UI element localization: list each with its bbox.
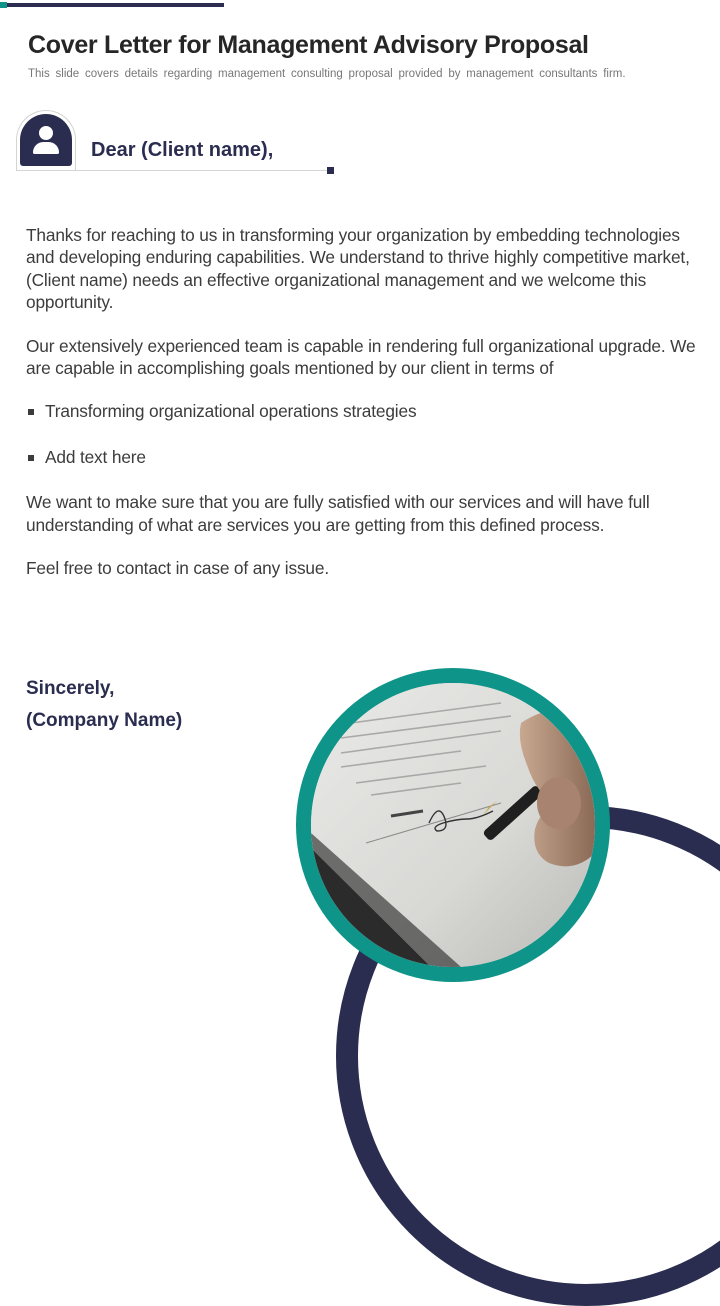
closing-salutation: Sincerely,	[26, 678, 115, 699]
closing-block	[26, 673, 182, 737]
list-item-text: Add text here	[45, 446, 146, 467]
user-icon-body	[33, 142, 59, 154]
greeting: Dear (Client name),	[91, 139, 274, 161]
letter-paragraph: We want to make sure that you are fully satisfied with our services and will have full understanding of what are services you are getting from this defined process.	[26, 492, 650, 535]
letter-paragraph: Our extensively experienced team is capable in rendering full organizational upgrade. We are capable in accomplishing goals mentioned by our client in terms of	[26, 335, 696, 379]
signing-document-image	[311, 683, 595, 967]
page-subtitle: This slide covers details regarding management consulting proposal provided by management consultants firm.	[28, 68, 626, 80]
user-icon	[20, 114, 72, 166]
square-bullet-icon	[28, 409, 34, 415]
square-bullet-icon	[28, 455, 34, 461]
letter-body	[26, 224, 706, 600]
top-accent-mark	[0, 2, 7, 8]
top-accent-bar	[0, 3, 224, 7]
letter-paragraph: Thanks for reaching to us in transforming your organization by embedding technologies and developing enduring capabilities. We understand to thrive highly competitive market, (Client name) needs an effective organizational management and we welcome this opportunity.	[26, 225, 690, 313]
letter-paragraph: Feel free to contact in case of any issue.	[26, 558, 330, 579]
user-icon-head	[39, 126, 53, 140]
greeting-underline-dot	[327, 167, 334, 174]
greeting-underline	[16, 170, 328, 171]
bullet-list	[26, 400, 706, 468]
list-item	[26, 400, 706, 422]
closing-company-name: (Company Name)	[26, 710, 183, 731]
list-item-text: Transforming organizational operations strategies	[45, 401, 417, 422]
list-item	[26, 446, 706, 468]
page-title: Cover Letter for Management Advisory Proposal	[28, 31, 589, 59]
